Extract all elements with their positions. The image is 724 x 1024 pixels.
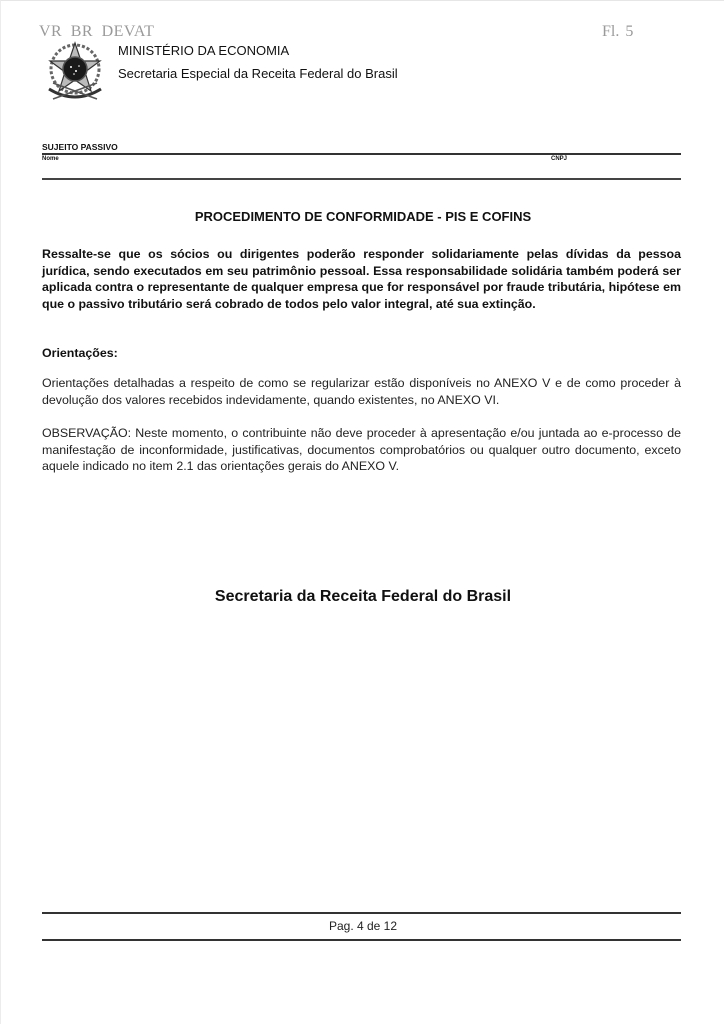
- page-number: Pag. 4 de 12: [328, 919, 398, 933]
- brazil-coat-of-arms-icon: [43, 39, 107, 105]
- divider: [42, 912, 681, 914]
- secretaria-name: Secretaria Especial da Receita Federal do Brasil: [118, 66, 398, 81]
- orientacoes-paragraph: Orientações detalhadas a respeito de como se regularizar estão disponíveis no ANEXO V e de como proceder à devolução dos valores recebidos indevidamente, quando existentes, no ANEXO VI.: [42, 376, 681, 407]
- responsibility-paragraph: Ressalte-se que os sócios ou dirigentes poderão responder solidariamente pelas dívidas da pessoa jurídica, sendo executados em seu patrimônio pessoal. Essa responsabilidade solidária também poderá ser aplicada contra o representante de qualquer empresa que for responsável por fraude tributária, hipótese em que o passivo tributário será cobrado de todos pelo valor integral, até sua extinção.: [42, 247, 681, 312]
- protocol-stamp-left: VR BR DEVAT: [39, 23, 155, 40]
- sujeito-passivo-title: SUJEITO PASSIVO: [42, 142, 118, 152]
- ministry-name: MINISTÉRIO DA ECONOMIA: [118, 43, 290, 58]
- divider: [42, 178, 681, 180]
- signature-line: Secretaria da Receita Federal do Brasil: [214, 588, 512, 605]
- document-title: PROCEDIMENTO DE CONFORMIDADE - PIS E COFINS: [194, 209, 532, 224]
- nome-label: Nome: [42, 156, 59, 162]
- cnpj-label: CNPJ: [551, 156, 568, 162]
- orientacoes-heading: Orientações:: [42, 346, 118, 360]
- folio-stamp: Fl. 5: [602, 23, 634, 40]
- divider: [42, 939, 681, 941]
- observacao-paragraph: OBSERVAÇÃO: Neste momento, o contribuinte não deve proceder à apresentação e/ou juntada ao e-processo de manifestação de inconformidade, justificativas, documentos comprobatórios ou qualquer outro documento, exceto aquele indicado no item 2.1 das orientações gerais do ANEXO V.: [42, 426, 681, 474]
- divider: [42, 153, 681, 155]
